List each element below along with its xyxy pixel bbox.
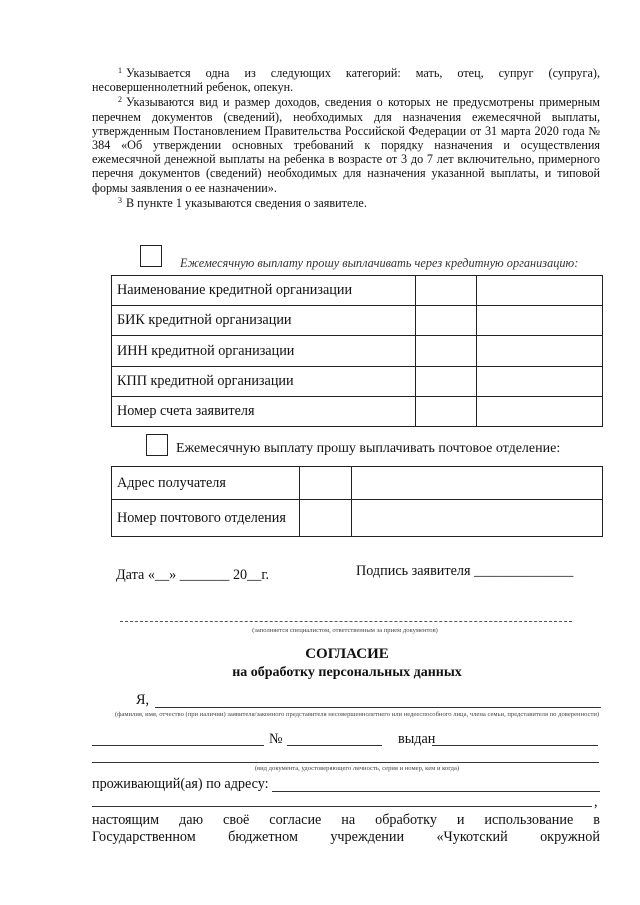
consent-word: Государственном: [92, 829, 196, 845]
doc-number-input[interactable]: [287, 745, 382, 746]
bank-row-cell[interactable]: [477, 306, 603, 336]
consent-word: настоящим: [92, 812, 160, 828]
footnote-2: [92, 95, 600, 194]
consent-text-line-2: [92, 829, 600, 846]
bank-row-cell[interactable]: [477, 336, 603, 367]
doc-hint: (вид документа, удостоверяющего личность, серия и номер, кем и когда): [254, 765, 460, 772]
consent-word: даю: [178, 812, 204, 828]
consent-word: обработку: [375, 812, 437, 828]
footnote-3: [92, 196, 600, 210]
bank-row-label: Номер счета заявителя: [112, 397, 416, 427]
consent-word: в: [593, 812, 600, 828]
date-field[interactable]: Дата «__» _______ 20__г.: [116, 567, 270, 583]
doc-type-input[interactable]: [92, 745, 264, 746]
footnote-2-mark: 2: [118, 95, 122, 105]
consent-word: учреждении: [330, 829, 405, 845]
footnotes: [92, 66, 600, 210]
bank-row-cell[interactable]: [477, 276, 603, 306]
consent-word: и: [456, 812, 465, 828]
consent-word: на: [341, 812, 356, 828]
table-row: [112, 397, 603, 427]
consent-word: согласие: [269, 812, 322, 828]
post-row-cell[interactable]: [299, 467, 351, 500]
address-input[interactable]: [272, 791, 600, 792]
i-label: Я,: [136, 692, 150, 708]
signature-field[interactable]: Подпись заявителя ______________: [356, 563, 574, 579]
bank-row-cell[interactable]: [477, 397, 603, 427]
footnote-2-text: Указываются вид и размер доходов, сведения о которых не предусмотрены примерным перечнем документов (сведений), необходимых для назначения ежемесячной выплаты, утвержденным Постановлением Правительства Российской Федерации от 31 марта 2020 года № 384 «Об утверждении основных требований к порядку назначения и осуществления ежемесячной денежной выплаты на ребенка в возрасте от 3 до 7 лет включительно, примерного перечня документов (сведений) необходимых для назначения указанной выплаты, и типовой формы заявления о ее назначении».: [92, 95, 600, 195]
bank-option-checkbox[interactable]: [140, 245, 162, 267]
bank-row-cell[interactable]: [477, 367, 603, 397]
consent-word: своё: [223, 812, 250, 828]
footnote-1-mark: 1: [118, 66, 122, 75]
table-row: [112, 306, 603, 336]
fio-input[interactable]: [155, 707, 601, 708]
address-input-2[interactable]: [92, 806, 592, 807]
bank-row-label: БИК кредитной организации: [112, 306, 416, 336]
post-option-label: Ежемесячную выплату прошу выплачивать почтовое отделение:: [176, 441, 561, 456]
table-row: [112, 276, 603, 306]
consent-word: окружной: [540, 829, 600, 845]
issued-by-input[interactable]: [432, 745, 598, 746]
staff-note: (заполняется специалистом, ответственным за прием документов): [252, 627, 438, 634]
consent-text-line-1: [92, 812, 600, 829]
bank-details-table: [111, 275, 603, 427]
address-comma: ,: [594, 794, 598, 810]
footnote-1-text: Указывается одна из следующих категорий: мать, отец, супруг (супруга), несовершеннолетний ребенок, опекун.: [92, 66, 600, 95]
address-label: проживающий(ая) по адресу:: [92, 776, 269, 792]
bank-row-label: Наименование кредитной организации: [112, 276, 416, 306]
doc-number-sign: №: [269, 731, 283, 747]
cut-line: [120, 621, 572, 622]
bank-row-label: КПП кредитной организации: [112, 367, 416, 397]
footnote-3-mark: 3: [118, 195, 122, 205]
consent-word: «Чукотский: [436, 829, 508, 845]
post-row-cell[interactable]: [299, 500, 351, 537]
consent-word: бюджетном: [228, 829, 298, 845]
bank-row-cell[interactable]: [416, 306, 477, 336]
bank-row-cell[interactable]: [416, 336, 477, 367]
bank-row-cell[interactable]: [416, 276, 477, 306]
consent-title: СОГЛАСИЕ: [305, 646, 389, 662]
table-row: [112, 500, 603, 537]
consent-word: использование: [484, 812, 574, 828]
bank-row-label: ИНН кредитной организации: [112, 336, 416, 367]
bank-row-cell[interactable]: [416, 397, 477, 427]
post-row-cell[interactable]: [351, 467, 602, 500]
issued-label: выдан: [398, 731, 436, 747]
bank-option-label: Ежемесячную выплату прошу выплачивать через кредитную организацию:: [180, 256, 579, 270]
post-details-table: [111, 466, 603, 537]
footnote-3-text: В пункте 1 указываются сведения о заявителе.: [126, 195, 367, 210]
post-row-label: Номер почтового отделения: [112, 500, 300, 537]
table-row: [112, 467, 603, 500]
table-row: [112, 367, 603, 397]
bank-row-cell[interactable]: [416, 367, 477, 397]
post-row-cell[interactable]: [351, 500, 602, 537]
consent-subtitle: на обработку персональных данных: [232, 665, 462, 680]
fio-hint: (фамилия, имя, отчество (при наличии) заявителя/законного представителя несовершеннолетнего или недееспособного лица, члена семьи, представителя по доверенности): [114, 711, 600, 718]
footnote-1: [92, 66, 600, 94]
post-option-checkbox[interactable]: [146, 434, 168, 456]
issued-by-input-2[interactable]: [92, 762, 599, 763]
table-row: [112, 336, 603, 367]
post-row-label: Адрес получателя: [112, 467, 300, 500]
